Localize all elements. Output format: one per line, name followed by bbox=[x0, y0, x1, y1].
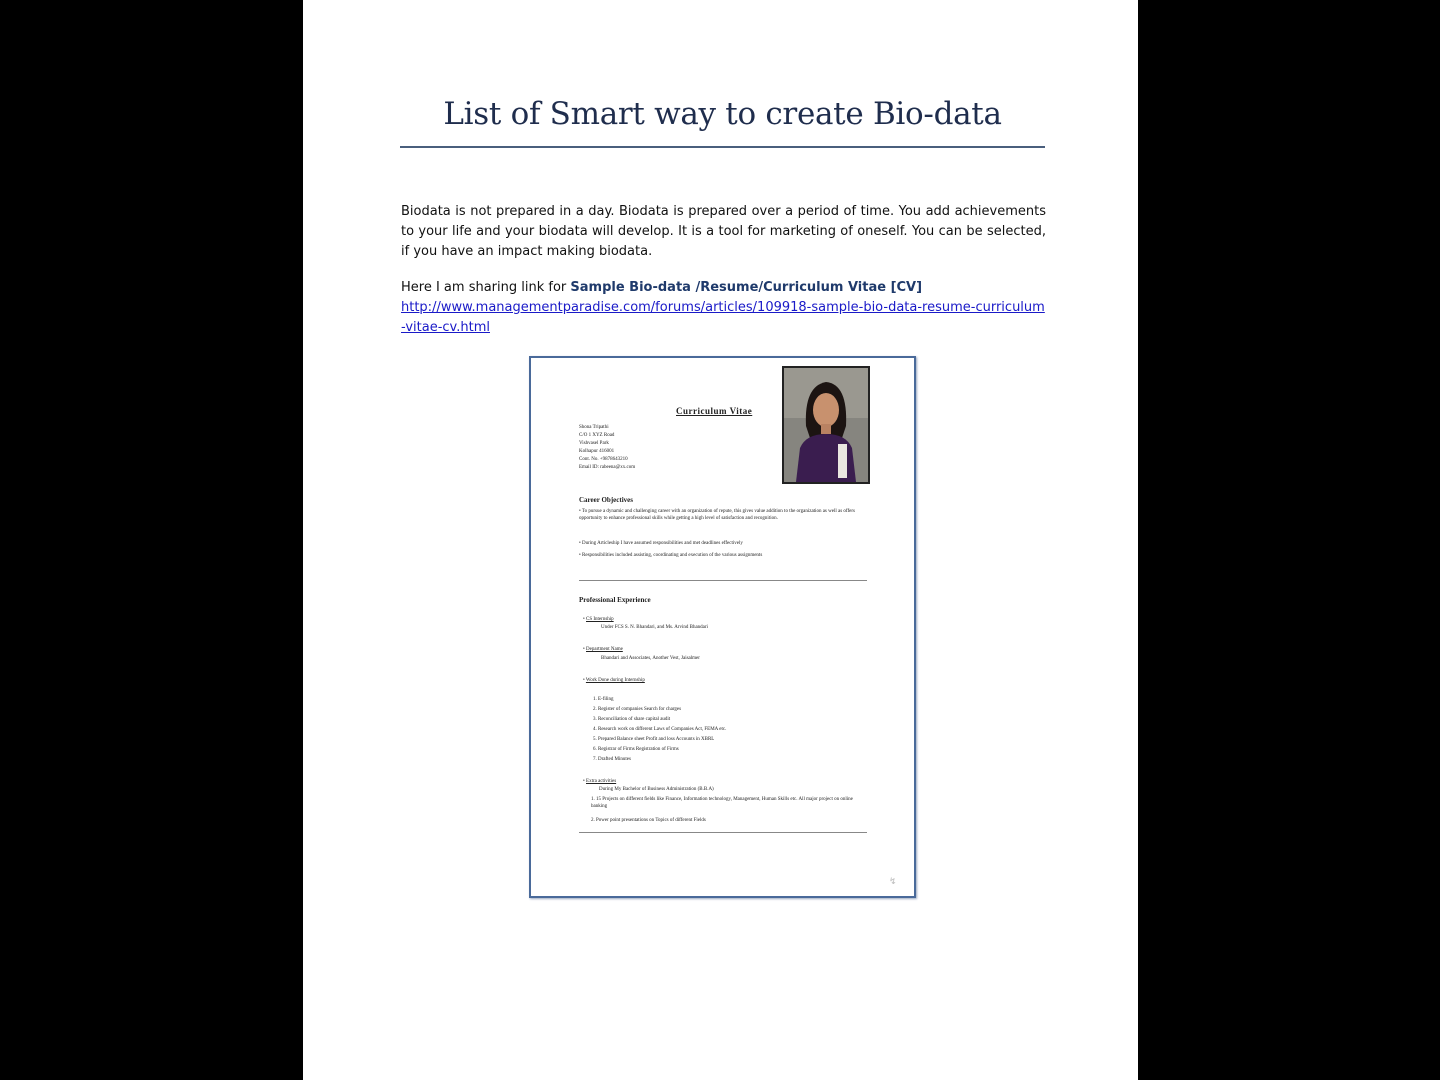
cv-exp-group-1: • CS Internship bbox=[583, 617, 614, 622]
cv-objective-1: • To pursue a dynamic and challenging career with an organization of repute, this gives value addition to the organization as well as offers opportunity to enhance professional skills while getting a high level of satisfaction and recognition. bbox=[579, 509, 855, 521]
cv-work-item: 6. Registrar of Firms Registration of Firms bbox=[593, 747, 679, 752]
title-underline bbox=[400, 146, 1045, 148]
page-curl-icon: ↯ bbox=[889, 876, 897, 886]
cv-exp-group-2: • Department Name bbox=[583, 647, 623, 652]
sample-link[interactable]: http://www.managementparadise.com/forums/articles/109918-sample-bio-data-resume-curriculum-vitae-cv.html bbox=[401, 300, 1045, 335]
cv-work-item: 4. Research work on different Laws of Companies Act, FEMA etc. bbox=[593, 727, 727, 732]
cv-extra-item: 2. Power point presentations on Topics of different Fields bbox=[591, 818, 706, 823]
cv-objective-3: • Responsibilities included assisting, coordinating and execution of the various assignments bbox=[579, 553, 763, 558]
intro-paragraph: Biodata is not prepared in a day. Biodata is prepared over a period of time. You add achievements to your life and your biodata will develop. It is a tool for marketing of oneself. You can be selected, if you have an impact making biodata. bbox=[401, 204, 1046, 259]
cv-work-item: 3. Reconciliation of share capital audit bbox=[593, 717, 671, 722]
cv-extra-intro: During My Bachelor of Business Administration (B.B.A) bbox=[599, 787, 714, 792]
cv-contact-line: Cont. No. +9878643210 bbox=[579, 457, 628, 462]
cv-extra-heading: • Extra activities bbox=[583, 779, 617, 784]
cv-title: Curriculum Vitae bbox=[676, 406, 753, 416]
cv-contact-block bbox=[579, 424, 635, 472]
cv-work-item: 5. Prepared Balance sheet Profit and loss Accounts in XBRL bbox=[593, 737, 715, 742]
cv-contact-line: Email ID: rabeena@xx.com bbox=[579, 465, 636, 470]
document-page bbox=[303, 0, 1138, 1080]
cv-contact-line: C/O 1 XYZ Road bbox=[579, 433, 615, 438]
cv-contact-line: Vishvasel Park bbox=[579, 441, 609, 446]
cv-contact-line: Shona Tripathi bbox=[579, 425, 609, 430]
share-paragraph bbox=[401, 278, 1046, 338]
document-title: List of Smart way to create Bio-data bbox=[443, 96, 1002, 132]
profile-photo bbox=[782, 366, 870, 484]
cv-objective-2: • During Articleship I have assumed responsibilities and met deadlines effectively bbox=[579, 541, 743, 546]
cv-section-experience: Professional Experience bbox=[579, 596, 651, 604]
cv-sample-image bbox=[529, 356, 916, 898]
cv-work-item: 2. Register of companies Search for charges bbox=[593, 707, 682, 712]
cv-contact-line: Kolhapur 416001 bbox=[579, 449, 615, 454]
cv-divider bbox=[579, 580, 867, 581]
cv-section-objectives: Career Objectives bbox=[579, 496, 633, 504]
cv-exp-group-3: • Work Done during Internship bbox=[583, 678, 645, 683]
share-intro: Here I am sharing link for bbox=[401, 280, 571, 295]
cv-exp-detail-1: Under FCS S. N. Bhandari, and Ms. Arvind Bhandari bbox=[601, 625, 708, 630]
cv-divider bbox=[579, 832, 867, 833]
cv-work-item: 1. E-filing bbox=[593, 697, 614, 702]
profile-photo-graphic bbox=[784, 368, 868, 482]
cv-extra-item: 1. 15 Projects on different fields like Finance, Information technology, Management, Human Skills etc. All major project on online banking bbox=[591, 797, 853, 809]
cv-work-item: 7. Drafted Minutes bbox=[593, 757, 631, 762]
cv-exp-detail-2: Bhandari and Associates, Another Vest, Jaisalmer bbox=[601, 656, 700, 661]
sample-title: Sample Bio-data /Resume/Curriculum Vitae [CV] bbox=[570, 280, 923, 295]
